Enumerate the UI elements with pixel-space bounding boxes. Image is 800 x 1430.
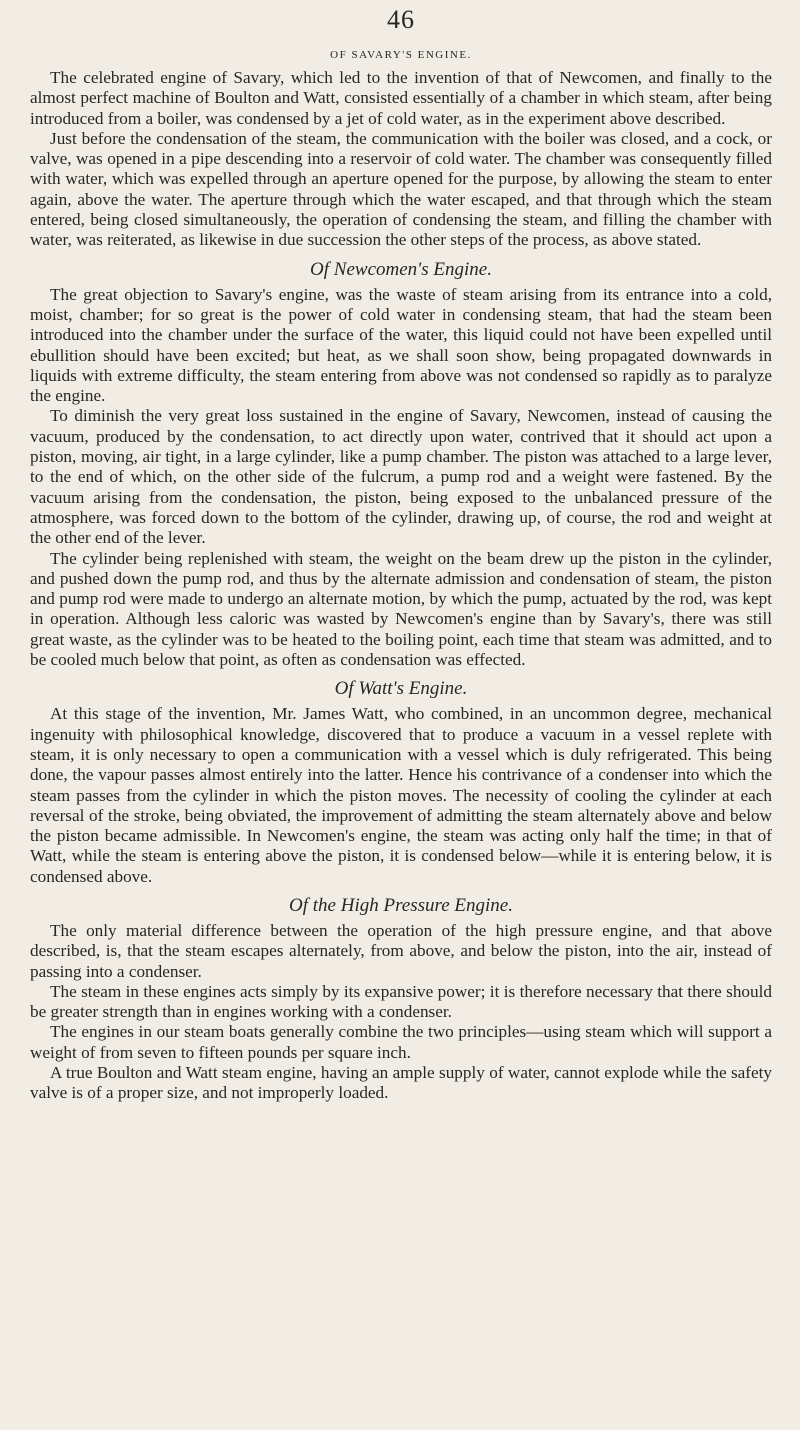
paragraph: The celebrated engine of Savary, which led to the invention of that of Newcomen, and finally to the almost perfect machine of Boulton and Watt, consisted essentially of a chamber in which steam, after being introduced from a boiler, was condensed by a jet of cold water, as in the experiment above described. (30, 68, 772, 128)
paragraph: At this stage of the invention, Mr. James Watt, who combined, in an uncommon degree, mechanical ingenuity with philosophical knowledge, discovered that to produce a vacuum in a vessel replete with steam, it is only necessary to open a communication with a vessel which is duly refrigerated. This being done, the vapour passes almost entirely into the latter. Hence his contrivance of a condenser into which the steam passes from the cylinder in which the piston moves. The necessity of cooling the cylinder at each reversal of the stroke, being obviated, the improvement of admitting the steam alternately above and below the piston became admissible. In Newcomen's engine, the steam was acting only half the time; in that of Watt, while the steam is entering above the piston, it is condensed below—while it is entering below, it is condensed above. (30, 704, 772, 886)
paragraph: The steam in these engines acts simply by its expansive power; it is therefore necessary that there should be greater strength than in engines working with a condenser. (30, 981, 772, 1022)
section-newcomen (30, 259, 772, 671)
section-heading: OF SAVARY'S ENGINE. (330, 49, 472, 61)
section-watt (30, 678, 772, 887)
paragraph: Just before the condensation of the steam, the communication with the boiler was closed, and a cock, or valve, was opened in a pipe descending into a reservoir of cold water. The chamber was consequently filled with water, which was expelled through an aperture opened for the purpose, by allowing the steam to enter again, above the water. The aperture through which the water escaped, and that through which the steam entered, being closed simultaneously, the operation of condensing the steam, and filling the chamber with water, was reiterated, as likewise in due succession the other steps of the process, as above stated. (30, 128, 772, 250)
section-high-pressure (30, 895, 772, 1104)
paragraph: The engines in our steam boats generally combine the two principles—using steam which will support a weight of from seven to fifteen pounds per square inch. (30, 1022, 772, 1062)
paragraph: A true Boulton and Watt steam engine, having an ample supply of water, cannot explode while the safety valve is of a proper size, and not improperly loaded. (30, 1063, 772, 1103)
page-number: 46 (387, 5, 415, 34)
section-heading: Of the High Pressure Engine. (289, 894, 513, 916)
section-savary (30, 44, 772, 251)
paragraph: The cylinder being replenished with steam, the weight on the beam drew up the piston in the cylinder, and pushed down the pump rod, and thus by the alternate admission and condensation of steam, the piston and pump rod were made to undergo an alternate motion, by which the pump, actuated by the rod, was kept in operation. Although less caloric was wasted by Newcomen's engine than by Savary's, there was still great waste, as the cylinder was to be heated to the boiling point, each time that steam was admitted, and to be cooled much below that point, as often as condensation was effected. (30, 548, 772, 670)
paragraph: The great objection to Savary's engine, was the waste of steam arising from its entrance into a cold, moist, chamber; for so great is the power of cold water in condensing steam, that had the steam been introduced into the chamber under the surface of the water, this liquid could not have been expelled until ebullition should have been excited; but heat, as we shall soon show, being propagated downwards in liquids with extreme difficulty, the steam entering from above was not condensed so rapidly as to paralyze the engine. (30, 284, 772, 406)
section-heading: Of Newcomen's Engine. (310, 258, 492, 280)
paragraph: The only material difference between the operation of the high pressure engine, and that above described, is, that the steam escapes alternately, from above, and below the piston, into the air, instead of passing into a condenser. (30, 920, 772, 981)
section-heading: Of Watt's Engine. (334, 678, 468, 700)
paragraph: To diminish the very great loss sustained in the engine of Savary, Newcomen, instead of causing the vacuum, produced by the condensation, to act directly upon water, contrived that it should act upon a piston, moving, air tight, in a large cylinder, like a pump chamber. The piston was attached to a large lever, to the end of which, on the other side of the fulcrum, a pump rod and a weight were fastened. By the vacuum arising from the condensation, the piston, being exposed to the unbalanced pressure of the atmosphere, was forced down to the bottom of the cylinder, drawing up, of course, the rod and weight at the other end of the lever. (30, 406, 772, 548)
